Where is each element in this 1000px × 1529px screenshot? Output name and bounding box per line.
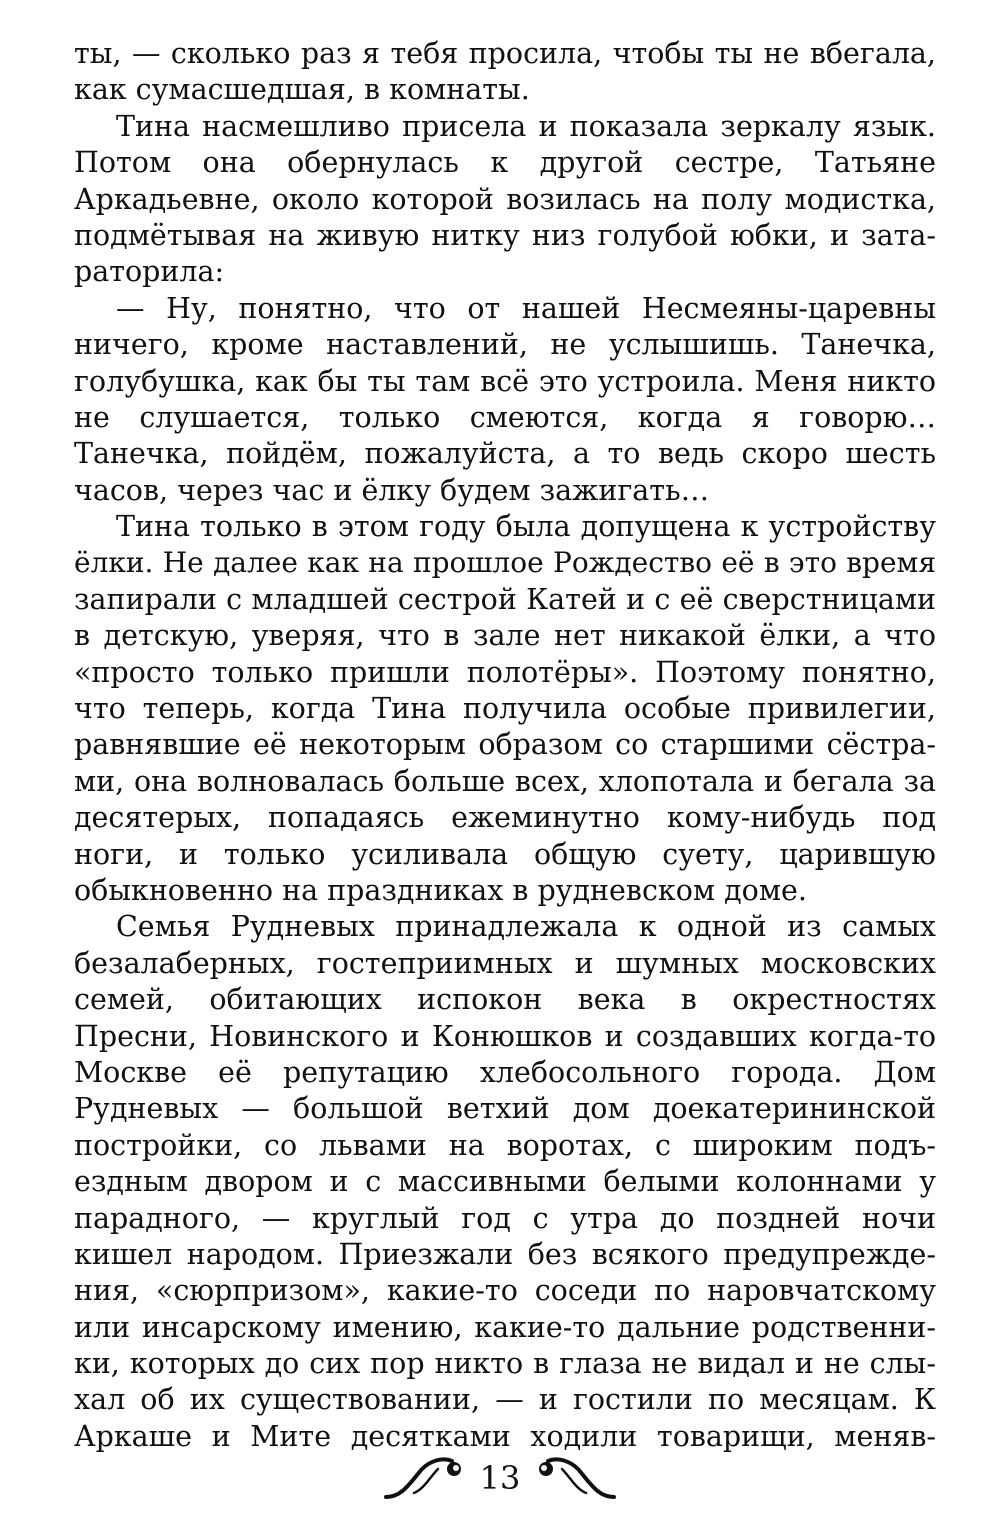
page-footer <box>0 1448 1000 1508</box>
text-line: ки, которых до сих пор никто в глаза не видал и не слы- <box>74 1347 936 1381</box>
text-line: безалаберных, гостеприимных и шумных московских <box>74 946 936 980</box>
text-line: постройки, со львами на воротах, с широким подъ- <box>74 1128 936 1162</box>
text-line: ёлки. Не далее как на прошлое Рождество её в это время <box>74 546 936 580</box>
text-line: Аркадьевне, около которой возилась на полу модистка, <box>74 182 936 216</box>
text-line: ми, она волновалась больше всех, хлопотала и бегала за <box>74 764 936 798</box>
text-line: Москве её репутацию хлебосольного города. Дом <box>74 1055 936 1089</box>
text-line: десятерых, попадаясь ежеминутно кому-нибудь под <box>74 801 936 835</box>
text-line: хал об их существовании, — и гостили по месяцам. К <box>74 1383 936 1417</box>
text-line: Пресни, Новинского и Конюшков и создавших когда-то <box>74 1019 936 1053</box>
text-line: Потом она обернулась к другой сестре, Татьяне <box>74 146 936 180</box>
text-line: как сумасшедшая, в комнаты. <box>74 73 530 107</box>
text-line: ноги, и только усиливала общую суету, царившую <box>74 837 936 871</box>
text-line: Аркаше и Мите десятками ходили товарищи, меняв- <box>74 1419 936 1453</box>
text-line: Танечка, пойдём, пожалуйста, а то ведь скоро шесть <box>74 437 936 471</box>
text-line: ния, «сюрпризом», какие-то соседи по наровчатскому <box>74 1274 936 1308</box>
left-flourish-ornament-icon <box>384 1453 464 1503</box>
text-line: «просто только пришли полотёры». Поэтому понятно, <box>74 655 936 689</box>
text-line: подмётывая на живую нитку низ голубой юбки, и зата- <box>74 218 936 252</box>
text-line: или инсарскому имению, какие-то дальние родственни- <box>74 1310 936 1344</box>
page-body <box>74 36 936 1455</box>
text-line: что теперь, когда Тина получила особые привилегии, <box>74 692 936 726</box>
text-line: ездным двором и с массивными белыми колоннами у <box>74 1165 936 1199</box>
text-line: запирали с младшей сестрой Катей и с её сверстницами <box>74 582 936 616</box>
text-line: раторила: <box>74 255 225 289</box>
page-number: 13 <box>479 1459 521 1497</box>
text-line: часов, через час и ёлку будем зажигать… <box>74 473 710 507</box>
text-line: семей, обитающих испокон века в окрестностях <box>74 983 936 1017</box>
text-line: Рудневых — большой ветхий дом доекатерининской <box>74 1092 936 1126</box>
text-line: Тина насмешливо присела и показала зеркалу язык. <box>116 109 936 143</box>
text-line: парадного, — круглый год с утра до поздней ночи <box>74 1201 936 1235</box>
text-line: ты, — сколько раз я тебя просила, чтобы ты не вбегала, <box>74 37 936 70</box>
text-line: — Ну, понятно, что от нашей Несмеяны-царевны <box>116 291 936 325</box>
text-line: голубушка, как бы ты там всё это устроила. Меня никто <box>74 364 936 398</box>
text-line: обыкновенно на праздниках в рудневском доме. <box>74 873 807 907</box>
text-line: равнявшие её некоторым образом со старшими сёстра- <box>74 728 936 762</box>
text-line: кишел народом. Приезжали без всякого предупрежде- <box>74 1237 936 1271</box>
text-line: Семья Рудневых принадлежала к одной из самых <box>116 910 936 944</box>
text-line: Тина только в этом году была допущена к устройству <box>116 510 936 544</box>
right-flourish-ornament-icon <box>536 1453 616 1503</box>
text-line: не слушается, только смеются, когда я говорю… <box>74 400 936 434</box>
text-line: в детскую, уверяя, что в зале нет никакой ёлки, а что <box>74 619 936 653</box>
text-line: ничего, кроме наставлений, не услышишь. Танечка, <box>74 328 936 362</box>
